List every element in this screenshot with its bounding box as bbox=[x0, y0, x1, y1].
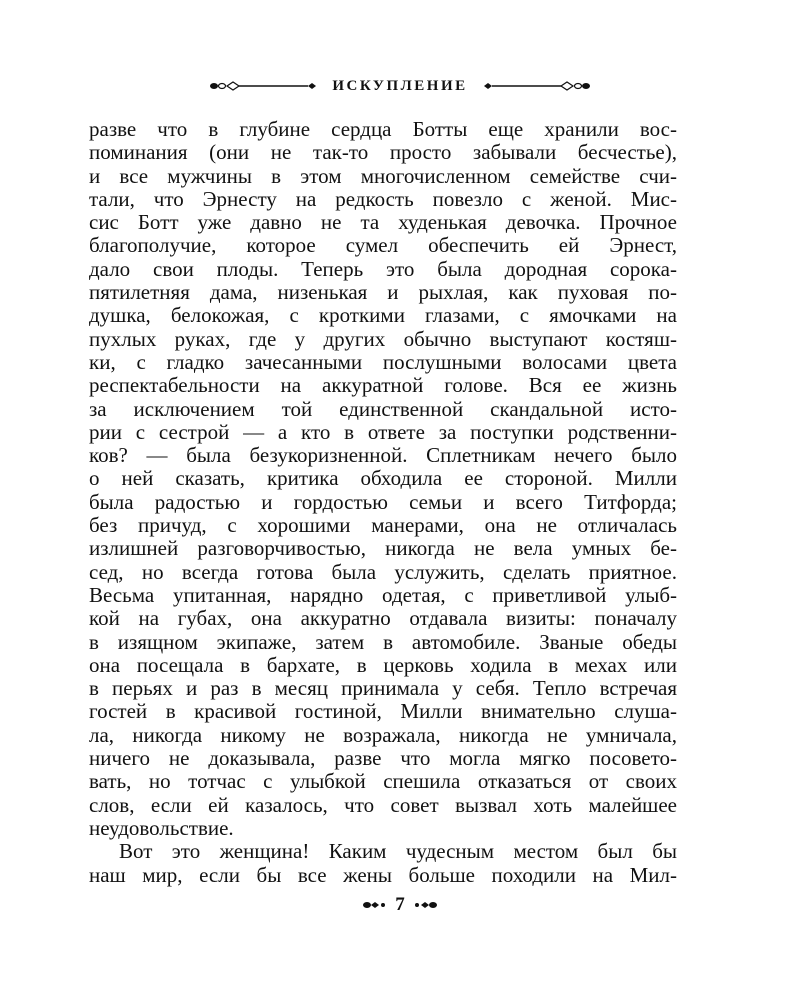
paragraph bbox=[89, 840, 677, 887]
text-line: дало свои плоды. Теперь это была дородная сорока- bbox=[89, 256, 677, 281]
body-text bbox=[89, 118, 677, 887]
text-line: ков? — была безукоризненной. Сплетникам нечего было bbox=[89, 443, 677, 468]
text-line: тали, что Эрнесту на редкость повезло с женой. Мис- bbox=[89, 186, 677, 211]
paragraph bbox=[89, 118, 677, 840]
text-line: разве что в глубине сердца Ботты еще хранили вос- bbox=[89, 117, 677, 141]
text-line: поминания (они не так-то просто забывали бесчестье), bbox=[89, 140, 677, 165]
text-line: душка, белокожая, с кроткими глазами, с ямочками на bbox=[89, 303, 677, 328]
text-line: она посещала в бархате, в церковь ходила в мехах или bbox=[89, 652, 677, 677]
right-flourish-ornament-icon bbox=[482, 79, 592, 93]
text-line: Весьма упитанная, нарядно одетая, с приветливой улыб- bbox=[89, 582, 677, 607]
text-line: ки, с гладко зачесанными послушными волосами цвета bbox=[89, 349, 677, 374]
text-line: сед, но всегда готова была услужить, сделать приятное. bbox=[89, 559, 677, 584]
text-line: без причуд, с хорошими манерами, она не отличалась bbox=[89, 513, 677, 538]
text-line: была радостью и гордостью семьи и всего Титфорда; bbox=[89, 489, 677, 514]
text-line: и все мужчины в этом многочисленном семействе счи- bbox=[89, 163, 677, 188]
running-head bbox=[0, 74, 800, 98]
text-line: слов, если ей казалось, что совет вызвал хоть малейшее bbox=[89, 792, 677, 817]
page-folio bbox=[0, 893, 800, 917]
left-folio-ornament-icon bbox=[361, 899, 387, 911]
text-line: в перьях и раз в месяц принимала у себя. Тепло встречая bbox=[89, 676, 677, 701]
text-line: излишней разговорчивостью, никогда не вела умных бе- bbox=[89, 536, 677, 561]
right-folio-ornament-icon bbox=[413, 899, 439, 911]
text-line: неудовольствие. bbox=[89, 815, 234, 840]
text-line: Вот это женщина! Каким чудесным местом был бы bbox=[119, 839, 677, 864]
left-flourish-ornament-icon bbox=[208, 79, 318, 93]
text-line: респектабельности на аккуратной голове. Вся ее жизнь bbox=[89, 373, 677, 398]
text-line: пятилетняя дама, низенькая и рыхлая, как пуховая по- bbox=[89, 280, 677, 305]
text-line: кой на губах, она аккуратно отдавала визиты: поначалу bbox=[89, 606, 677, 631]
running-head-title: ИСКУПЛЕНИЕ bbox=[332, 77, 468, 94]
text-line: за исключением той единственной скандальной исто- bbox=[89, 396, 677, 421]
text-line: рии с сестрой — а кто в ответе за поступки родственни- bbox=[89, 419, 677, 444]
text-line: в изящном экипаже, затем в автомобиле. Званые обеды bbox=[89, 629, 677, 654]
text-line: наш мир, если бы все жены больше походили на Мил- bbox=[89, 862, 677, 887]
text-line: благополучие, которое сумел обеспечить ей Эрнест, bbox=[89, 233, 677, 258]
text-line: ничего не доказывала, разве что могла мягко посовето- bbox=[89, 746, 677, 771]
text-line: вать, но тотчас с улыбкой спешила отказаться от своих bbox=[89, 769, 677, 794]
text-line: сис Ботт уже давно не та худенькая девочка. Прочное bbox=[89, 210, 677, 235]
text-line: ла, никогда никому не возражала, никогда не умничала, bbox=[89, 722, 677, 747]
text-line: пухлых руках, где у других обычно выступают костяш- bbox=[89, 326, 677, 351]
text-line: о ней сказать, критика обходила ее стороной. Милли bbox=[89, 466, 677, 491]
text-line: гостей в красивой гостиной, Милли внимательно слуша- bbox=[89, 699, 677, 724]
page-number: 7 bbox=[395, 894, 405, 915]
